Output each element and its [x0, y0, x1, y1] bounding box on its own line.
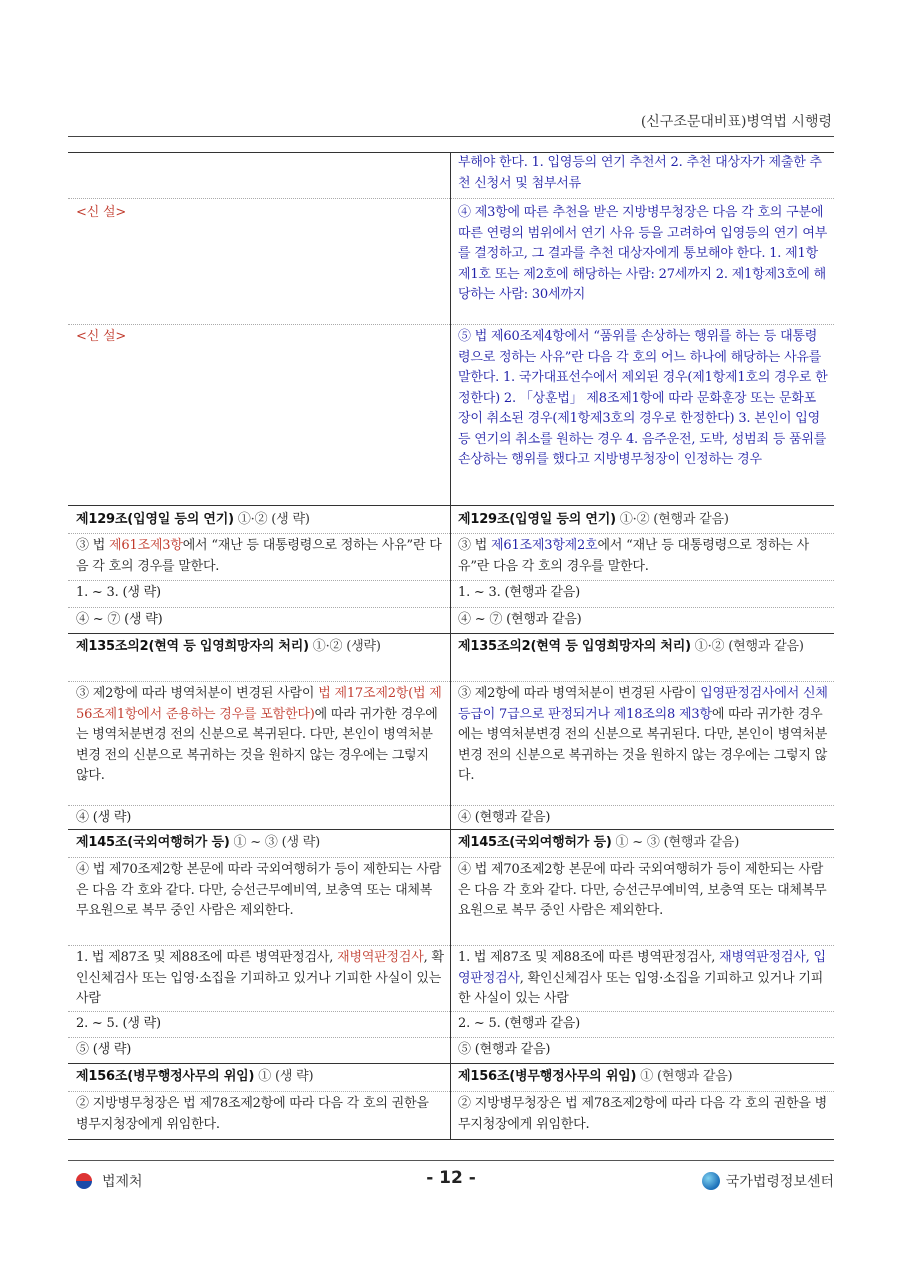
article-129-left-paragraphs: ④ ~ ⑦ (생 략): [76, 612, 163, 627]
row-divider: [68, 1091, 834, 1092]
right-cell-paragraph-5: ⑤ 법 제60조제4항에서 “품위를 손상하는 행위를 하는 등 대통령령으로 정하는 사유”란 다음 각 호의 어느 하나에 해당하는 사유를 말한다. 1. 국가대표선수에서 제외된 경우(제1항제1호의 경우로 한정한다) 2. 「상훈법」 제8조제1항에 따라 문화훈장 또는 문화포장이 취소된 경우(제1항제3호의 경우로 한정한다) 3. 본인이 입영등 연기의 취소를 원하는 경우 4. 음주운전, 도박, 성범죄 등 품위를 손상하는 행위를 했다고 지방병무청장이 인정하는 경우: [458, 329, 828, 467]
article-divider: [68, 633, 834, 634]
article-129-right-heading: 제129조(입영일 등의 연기) ①·② (현행과 같음): [458, 512, 729, 527]
article-145-right-paragraph-4: ④ 법 제70조제2항 본문에 따라 국외여행허가 등이 제한되는 사람은 다음 각 호와 같다. 다만, 승선근무예비역, 보충역 또는 대체복무요원으로 복무 중인 사람은 제외한다.: [458, 862, 827, 918]
article-145-right-paragraph-5: ⑤ (현행과 같음): [458, 1042, 551, 1057]
article-145-right-heading: 제145조(국외여행허가 등) ① ~ ③ (현행과 같음): [458, 835, 740, 850]
row-divider: [68, 533, 834, 534]
article-145-left-paragraph-4: ④ 법 제70조제2항 본문에 따라 국외여행허가 등이 제한되는 사람은 다음 각 호와 같다. 다만, 승선근무예비역, 보충역 또는 대체복무요원으로 복무 중인 사람은 제외한다.: [76, 862, 442, 918]
row-divider: [68, 1011, 834, 1012]
footer-center-name: 국가법령정보센터: [725, 1174, 834, 1190]
globe-logo-icon: [702, 1172, 720, 1190]
row-divider: [68, 805, 834, 806]
article-divider: [68, 829, 834, 830]
article-divider: [68, 505, 834, 506]
page-number: - 12 -: [426, 1168, 476, 1188]
row-divider: [68, 681, 834, 682]
page-footer: [68, 1160, 834, 1201]
comparison-table: [68, 152, 834, 1140]
article-156-left-paragraph-2: ② 지방병무청장은 법 제78조제2항에 따라 다음 각 호의 권한을 병무지청장에게 위임한다.: [76, 1096, 429, 1132]
article-145-right-item-1: 1. 법 제87조 및 제88조에 따른 병역판정검사, 재병역판정검사, 입영판정검사, 확인신체검사 또는 입영·소집을 기피하고 있거나 기피한 사실이 있는 사람: [458, 950, 826, 1006]
article-156-right-paragraph-2: ② 지방병무청장은 법 제78조제2항에 따라 다음 각 호의 권한을 병무지청장에게 위임한다.: [458, 1096, 827, 1132]
article-135-2-right-paragraph-3: ③ 제2항에 따라 병역처분이 변경된 사람이 입영판정검사에서 신체등급이 7급으로 판정되거나 제18조의8 제3항에 따라 귀가한 경우에는 병역처분변경 전의 신분으로 복귀된다. 다만, 본인이 병역처분변경 전의 신분으로 복귀하는 것을 원하지 않는 경우에는 그렇지 않다.: [458, 686, 828, 783]
document-title: (신구조문대비표)병역법 시행령: [640, 114, 832, 130]
left-cell-new: <신 설>: [76, 205, 127, 220]
article-129-left-items: 1. ~ 3. (생 략): [76, 585, 161, 600]
article-135-2-left-heading: 제135조의2(현역 등 입영희망자의 처리) ①·② (생략): [76, 639, 381, 654]
left-cell-new: <신 설>: [76, 329, 127, 344]
article-129-right-paragraph-3: ③ 법 제61조제3항제2호에서 “재난 등 대통령령으로 정하는 사유”란 다음 각 호의 경우를 말한다.: [458, 538, 809, 574]
right-cell-continuation: 부해야 한다. 1. 입영등의 연기 추천서 2. 추천 대상자가 제출한 추천 신청서 및 첨부서류: [458, 155, 822, 191]
row-divider: [68, 198, 834, 199]
article-135-2-right-heading: 제135조의2(현역 등 입영희망자의 처리) ①·② (현행과 같음): [458, 639, 804, 654]
page-header: [68, 106, 834, 137]
article-156-left-heading: 제156조(병무행정사무의 위임) ① (생 략): [76, 1069, 314, 1084]
article-divider: [68, 1063, 834, 1064]
row-divider: [68, 857, 834, 858]
article-145-left-paragraph-5: ⑤ (생 략): [76, 1042, 132, 1057]
row-divider: [68, 945, 834, 946]
article-129-left-paragraph-3: ③ 법 제61조제3항에서 “재난 등 대통령령으로 정하는 사유”란 다음 각 호의 경우를 말한다.: [76, 538, 442, 574]
article-135-2-left-paragraph-4: ④ (생 략): [76, 810, 132, 825]
row-divider: [68, 607, 834, 608]
article-135-2-right-paragraph-4: ④ (현행과 같음): [458, 810, 551, 825]
article-129-right-items: 1. ~ 3. (현행과 같음): [458, 585, 580, 600]
article-135-2-left-paragraph-3: ③ 제2항에 따라 병역처분이 변경된 사람이 법 제17조제2항(법 제56조제1항에서 준용하는 경우를 포함한다)에 따라 귀가한 경우에는 병역처분변경 전의 신분으로 복귀된다. 다만, 본인이 병역처분변경 전의 신분으로 복귀하는 것을 원하지 않는 경우에는 그렇지 않다.: [76, 686, 442, 783]
article-129-left-heading: 제129조(입영일 등의 연기) ①·② (생 략): [76, 512, 310, 527]
article-129-right-paragraphs: ④ ~ ⑦ (현행과 같음): [458, 612, 582, 627]
article-145-left-items: 2. ~ 5. (생 략): [76, 1016, 161, 1031]
row-divider: [68, 324, 834, 325]
right-cell-paragraph-4: ④ 제3항에 따른 추천을 받은 지방병무청장은 다음 각 호의 구분에 따른 연령의 범위에서 연기 사유 등을 고려하여 입영등의 연기 여부를 결정하고, 그 결과를 추천 대상자에게 통보해야 한다. 1. 제1항제1호 또는 제2호에 해당하는 사람: 27세까지 2. 제1항제3호에 해당하는 사람: 30세까지: [458, 205, 828, 302]
article-156-right-heading: 제156조(병무행정사무의 위임) ① (현행과 같음): [458, 1069, 733, 1084]
row-divider: [68, 1037, 834, 1038]
article-145-right-items: 2. ~ 5. (현행과 같음): [458, 1016, 580, 1031]
footer-right: [702, 1171, 834, 1191]
footer-org: 법제처: [102, 1174, 143, 1190]
article-145-left-heading: 제145조(국외여행허가 등) ① ~ ③ (생 략): [76, 835, 320, 850]
column-divider: [450, 153, 451, 1139]
article-145-left-item-1: 1. 법 제87조 및 제88조에 따른 병역판정검사, 재병역판정검사, 확인신체검사 또는 입영·소집을 기피하고 있거나 기피한 사실이 있는 사람: [76, 950, 444, 1006]
row-divider: [68, 580, 834, 581]
